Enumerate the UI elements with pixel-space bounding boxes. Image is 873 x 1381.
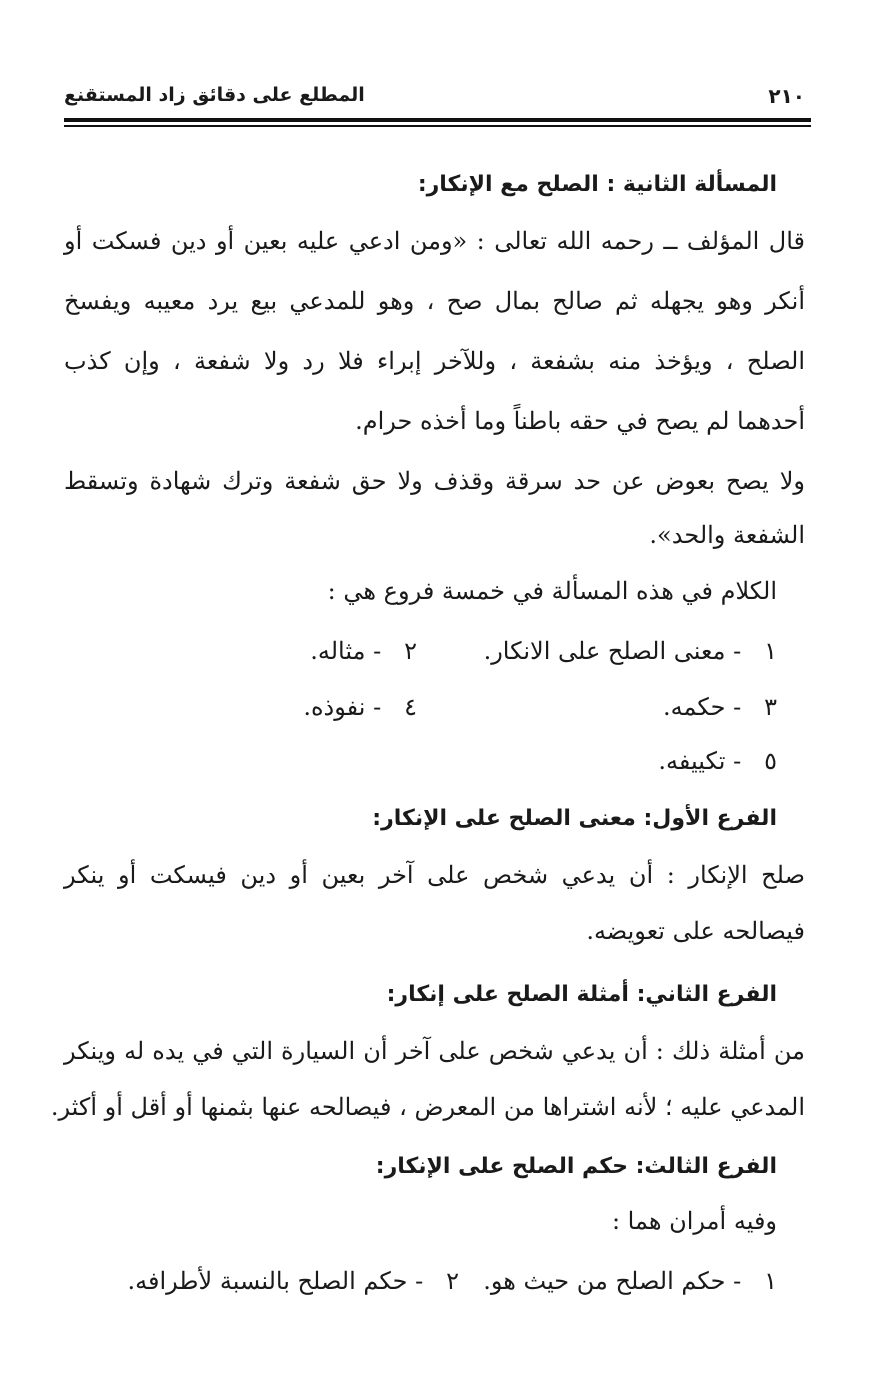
page-number: ٢١٠ [768, 84, 805, 108]
book-title: المطلع على دقائق زاد المستقنع [64, 84, 365, 106]
list-item [483, 1264, 777, 1298]
item-dash: - [373, 693, 382, 721]
item-number: ٢ [404, 637, 417, 665]
list-item [310, 634, 417, 668]
header-rule-thin [64, 125, 811, 127]
item-number: ٣ [764, 693, 777, 721]
list-item [484, 634, 777, 668]
item-text: معنى الصلح على الانكار. [483, 637, 726, 665]
item-number: ١ [764, 637, 777, 665]
text-line: أنكر وهو يجهله ثم صالح بمال صح ، وهو للمدعي بيع يرد معيبه ويفسخ [64, 287, 805, 315]
branch1-heading: الفرع الأول: معنى الصلح على الإنكار: [372, 806, 777, 831]
item-text: تكييفه. [658, 747, 726, 775]
text-line: قال المؤلف ــ رحمه الله تعالى : «ومن ادعي عليه بعين أو دين فسكت أو [64, 227, 805, 255]
item-dash: - [733, 1267, 742, 1295]
list-item [658, 744, 777, 778]
branch3-intro: وفيه أمران هما : [611, 1207, 777, 1235]
section-heading: المسألة الثانية : الصلح مع الإنكار: [417, 172, 777, 197]
branch2-heading: الفرع الثاني: أمثلة الصلح على إنكار: [386, 982, 777, 1007]
text-line: أحدهما لم يصح في حقه باطناً وما أخذه حرام. [355, 407, 805, 435]
text-line: ولا يصح بعوض عن حد سرقة وقذف ولا حق شفعة وترك شهادة وتسقط [64, 467, 805, 495]
item-number: ٥ [764, 747, 777, 775]
list-item [128, 1264, 459, 1298]
item-number: ٤ [404, 693, 417, 721]
item-text: حكم الصلح من حيث هو. [483, 1267, 726, 1295]
item-text: حكم الصلح بالنسبة لأطرافه. [127, 1267, 408, 1295]
item-number: ٢ [446, 1267, 459, 1295]
text-line: فيصالحه على تعويضه. [586, 917, 805, 945]
list-item [663, 690, 777, 724]
text-line: المدعي عليه ؛ لأنه اشتراها من المعرض ، فيصالحه عنها بثمنها أو أقل أو أكثر. [50, 1093, 805, 1121]
branches-intro: الكلام في هذه المسألة في خمسة فروع هي : [327, 577, 777, 605]
item-dash: - [733, 637, 742, 665]
list-item [303, 690, 417, 724]
item-text: مثاله. [310, 637, 366, 665]
item-text: حكمه. [662, 693, 726, 721]
text-line: الشفعة والحد». [649, 521, 805, 549]
item-dash: - [415, 1267, 424, 1295]
text-line: صلح الإنكار : أن يدعي شخص على آخر بعين أو دين فيسكت أو ينكر [64, 861, 805, 889]
text-line: الصلح ، ويؤخذ منه بشفعة ، وللآخر إبراء فلا رد ولا شفعة ، وإن كذب [64, 347, 805, 375]
running-header [64, 80, 809, 120]
item-text: نفوذه. [303, 693, 366, 721]
item-dash: - [373, 637, 382, 665]
item-number: ١ [764, 1267, 777, 1295]
header-rule-thick [64, 118, 811, 122]
text-line: من أمثلة ذلك : أن يدعي شخص على آخر أن السيارة التي في يده له وينكر [64, 1037, 805, 1065]
branch3-heading: الفرع الثالث: حكم الصلح على الإنكار: [375, 1154, 777, 1179]
item-dash: - [733, 693, 742, 721]
item-dash: - [733, 747, 742, 775]
